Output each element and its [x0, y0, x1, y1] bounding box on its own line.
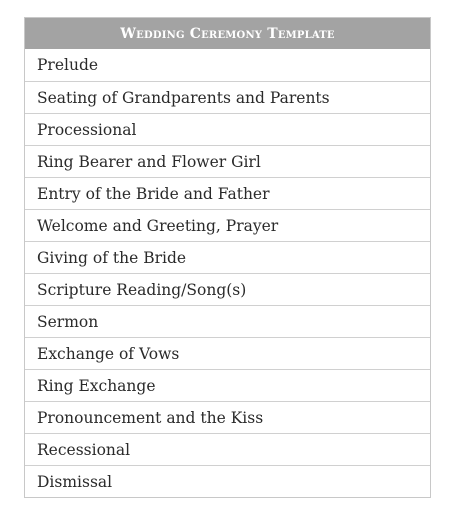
table-row: Ring Exchange	[25, 369, 430, 401]
table-row: Ring Bearer and Flower Girl	[25, 145, 430, 177]
table-title: Wedding Ceremony Template	[25, 18, 430, 49]
table-row: Processional	[25, 113, 430, 145]
table-body	[25, 49, 430, 497]
table-row: Exchange of Vows	[25, 337, 430, 369]
table-row: Dismissal	[25, 465, 430, 497]
table-row: Recessional	[25, 433, 430, 465]
table-row: Seating of Grandparents and Parents	[25, 81, 430, 113]
table-row: Prelude	[37, 56, 99, 74]
table-row: Pronouncement and the Kiss	[25, 401, 430, 433]
table-row: Giving of the Bride	[25, 241, 430, 273]
table-row: Entry of the Bride and Father	[25, 177, 430, 209]
table-row: Welcome and Greeting, Prayer	[25, 209, 430, 241]
table-row: Scripture Reading/Song(s)	[25, 273, 430, 305]
table-row: Sermon	[25, 305, 430, 337]
ceremony-template-table	[24, 17, 431, 498]
